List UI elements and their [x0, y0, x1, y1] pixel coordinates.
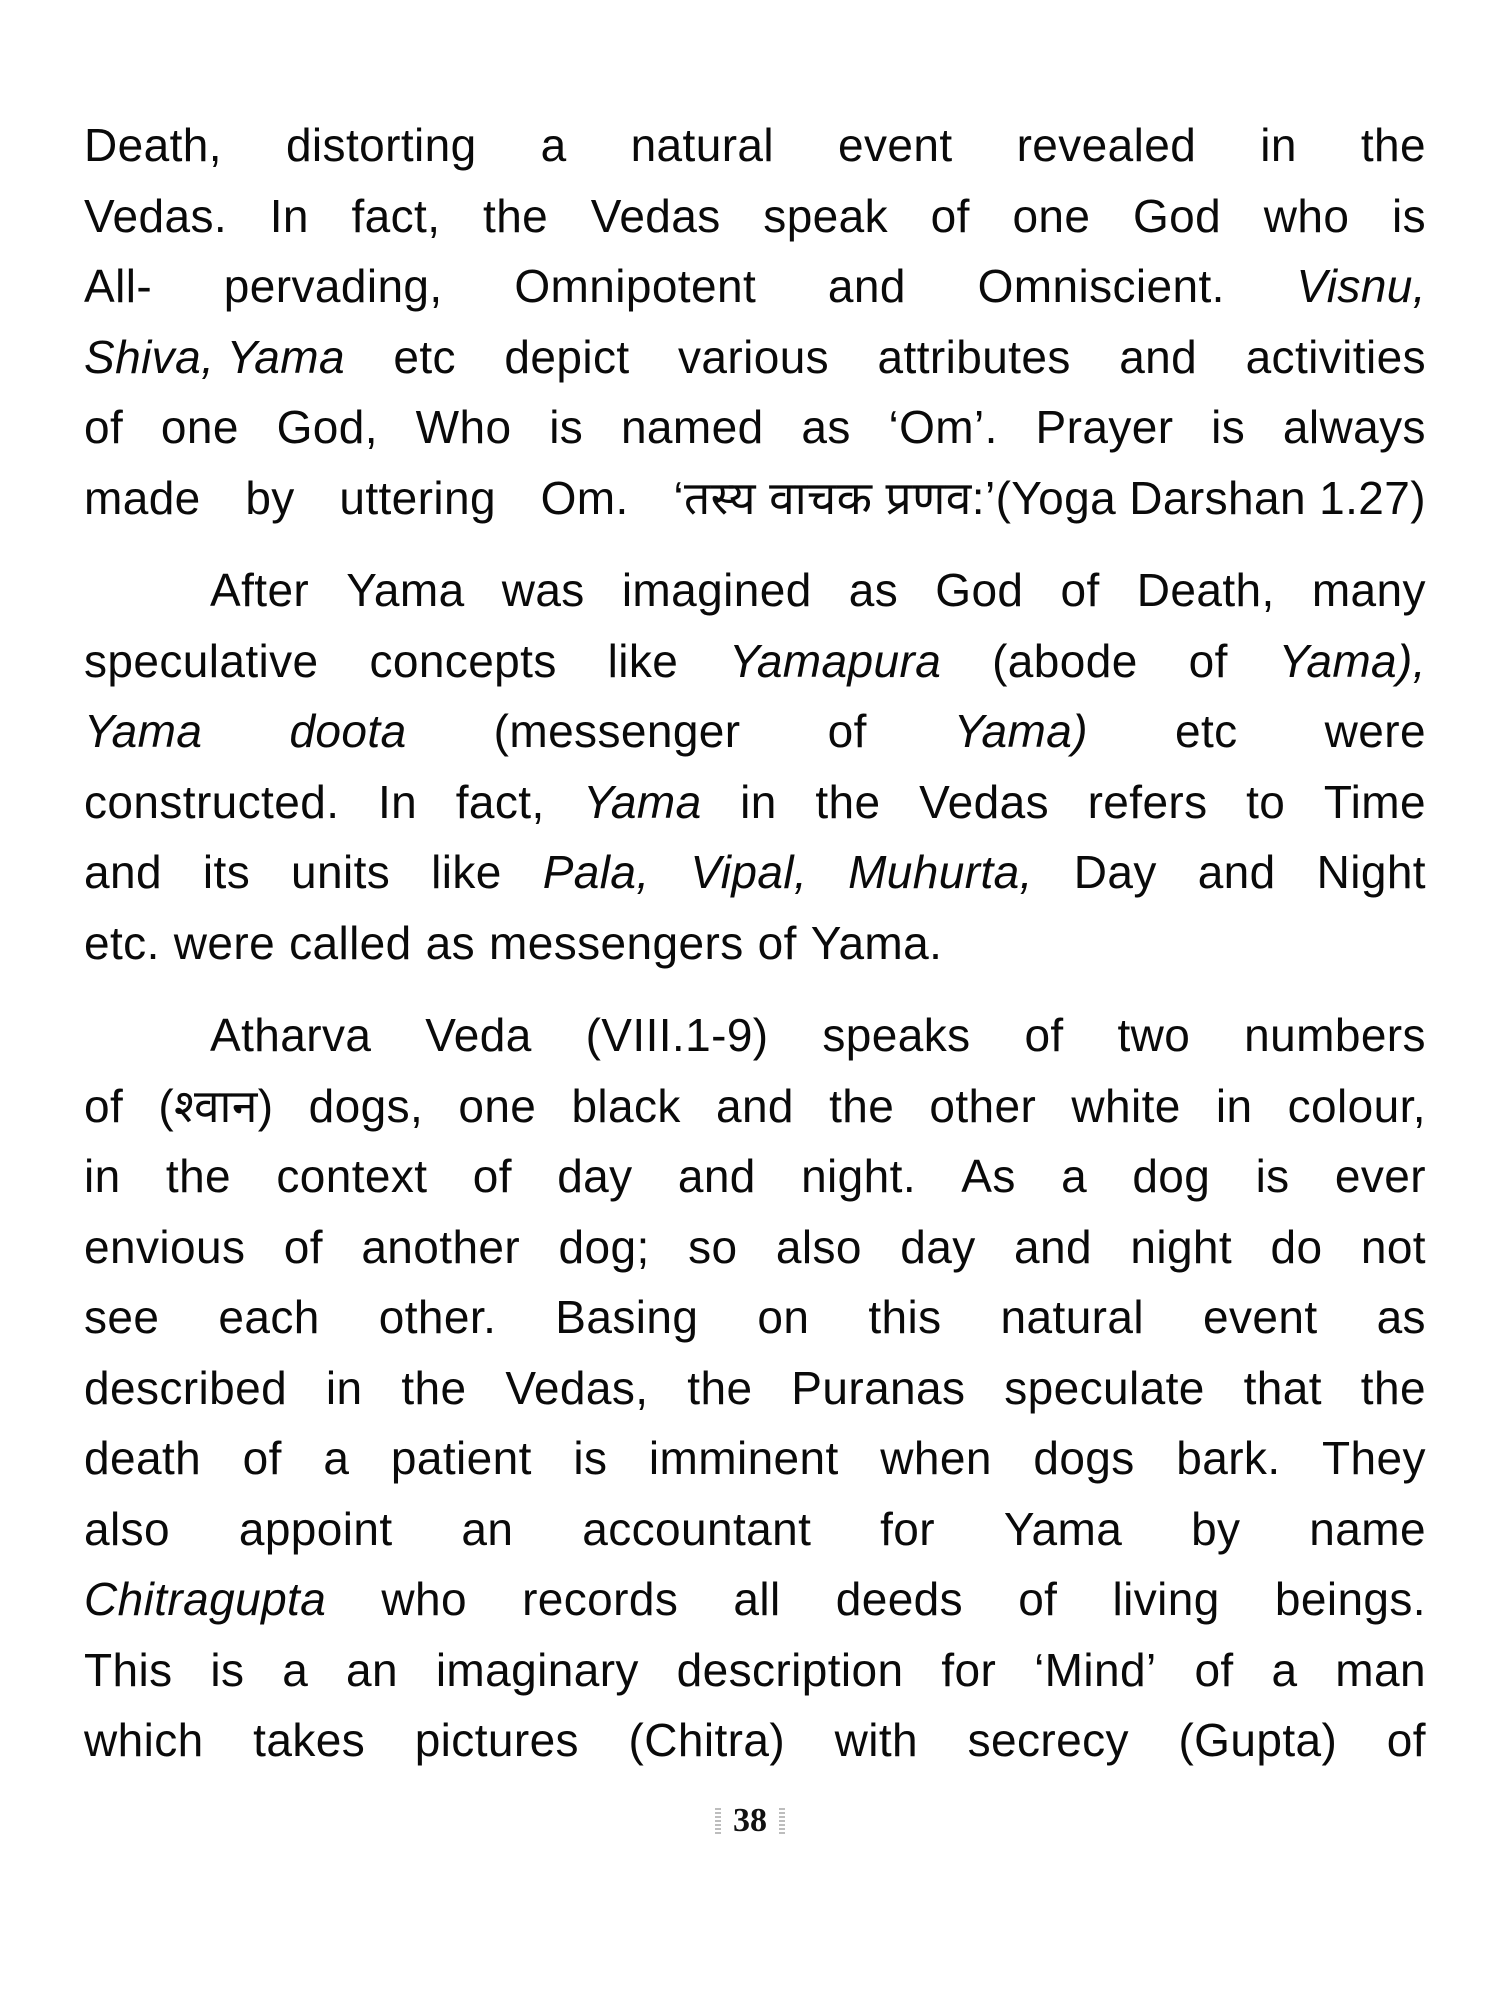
word: In	[377, 775, 418, 828]
word: various	[678, 330, 830, 383]
word: other	[929, 1079, 1037, 1132]
word: to	[1246, 775, 1286, 828]
word: made	[84, 471, 201, 524]
italic-word: Muhurta,	[848, 846, 1033, 898]
word: is	[573, 1432, 608, 1484]
word: other.	[378, 1291, 497, 1343]
text-line	[84, 1141, 1426, 1212]
word: and	[1119, 330, 1198, 383]
word: bark.	[1176, 1432, 1281, 1484]
paragraph	[84, 1000, 1426, 1776]
word: Day	[1073, 846, 1157, 898]
word: black	[571, 1079, 681, 1132]
word: Basing	[555, 1291, 699, 1343]
word: of	[84, 401, 124, 453]
word: natural	[1000, 1291, 1144, 1343]
word: another	[361, 1220, 521, 1273]
word: is	[1255, 1150, 1290, 1202]
text-line	[84, 1494, 1426, 1565]
text-line	[84, 1635, 1426, 1706]
word: numbers	[1244, 1009, 1426, 1061]
word: do	[1270, 1220, 1323, 1273]
word: an	[461, 1502, 514, 1555]
word: that	[1243, 1361, 1322, 1414]
word: and	[84, 846, 162, 898]
page-number-ornament-left	[715, 1808, 721, 1834]
text-line	[84, 1353, 1426, 1424]
italic-word: Yama	[583, 775, 702, 828]
word: day	[557, 1150, 633, 1202]
text-line	[84, 837, 1426, 908]
italic-word: Visnu,	[1296, 260, 1426, 312]
word: Om.	[540, 471, 629, 524]
word: of	[827, 705, 867, 757]
word: living	[1112, 1573, 1220, 1625]
word: of	[472, 1150, 512, 1202]
word: etc	[1175, 705, 1238, 757]
word: depict	[504, 330, 630, 383]
word: Atharva	[210, 1009, 372, 1061]
italic-word: Yama),	[1278, 634, 1426, 687]
word: Veda	[425, 1009, 532, 1061]
page-number-ornament-right	[779, 1808, 785, 1834]
text-line	[84, 1564, 1426, 1635]
word: a	[540, 119, 567, 171]
text-line	[84, 1212, 1426, 1283]
paragraph-gap	[84, 533, 1426, 555]
word: (abode	[992, 634, 1138, 687]
italic-word: Chitragupta	[84, 1573, 327, 1625]
word: also	[775, 1220, 862, 1273]
word: a	[1271, 1643, 1298, 1696]
word: takes	[253, 1714, 366, 1766]
text-line	[84, 110, 1426, 181]
word: secrecy	[967, 1714, 1129, 1766]
word: uttering	[339, 471, 496, 524]
word: were	[173, 916, 276, 969]
word: a	[1061, 1150, 1088, 1202]
word: context	[276, 1150, 428, 1202]
text-line	[84, 1000, 1426, 1071]
word: Vedas	[590, 189, 721, 242]
word: see	[84, 1291, 160, 1343]
word: is	[210, 1643, 245, 1696]
word: of	[1018, 1573, 1058, 1625]
word: of	[930, 189, 970, 242]
word: of	[1060, 564, 1100, 616]
word: white	[1071, 1079, 1181, 1132]
word: etc.	[84, 916, 160, 969]
text-line	[84, 181, 1426, 252]
italic-word: Shiva, Yama	[84, 330, 345, 383]
word: description	[676, 1643, 904, 1696]
italic-word: Vipal,	[690, 846, 808, 898]
word: appoint	[238, 1502, 393, 1555]
word: of	[757, 916, 797, 969]
word: always	[1282, 401, 1426, 453]
word: of	[283, 1220, 323, 1273]
word: (Gupta)	[1178, 1714, 1338, 1766]
word: in	[84, 1150, 121, 1202]
word: a	[323, 1432, 350, 1484]
text-line	[84, 463, 1426, 534]
word: This	[84, 1643, 173, 1696]
text-line	[84, 251, 1426, 322]
italic-word: Pala,	[542, 846, 650, 898]
word: God	[1133, 189, 1222, 242]
word: name	[1309, 1502, 1426, 1555]
word: activities	[1245, 330, 1426, 383]
word: Death,	[1136, 564, 1275, 616]
word: the	[1360, 119, 1426, 171]
word: and	[827, 260, 906, 312]
text-line	[84, 1423, 1426, 1494]
word: God,	[276, 401, 378, 453]
word: fact,	[455, 775, 545, 828]
word: for	[941, 1643, 997, 1696]
word: the	[815, 775, 881, 828]
paragraph-gap	[84, 978, 1426, 1000]
word: In	[269, 189, 309, 242]
word: two	[1117, 1009, 1191, 1061]
text-line	[84, 908, 1426, 979]
paragraph	[84, 110, 1426, 533]
word: Omnipotent	[514, 260, 757, 312]
page-number: 38	[733, 1802, 767, 1839]
word: Yama	[1003, 1502, 1123, 1555]
word: were	[1324, 705, 1426, 757]
italic-word: Yama)	[953, 705, 1088, 757]
word: is	[549, 401, 584, 453]
word: man	[1335, 1643, 1426, 1696]
word: colour,	[1287, 1079, 1426, 1132]
word: ‘Om’.	[888, 401, 998, 453]
word: (श्वान)	[158, 1079, 274, 1132]
word: and	[1014, 1220, 1092, 1273]
word: records	[522, 1573, 679, 1625]
word: night.	[801, 1150, 917, 1202]
page-number-footer	[0, 1802, 1500, 1843]
word: Omniscient.	[977, 260, 1225, 312]
word: this	[868, 1291, 942, 1343]
italic-word: Yama	[84, 705, 203, 757]
word: distorting	[285, 119, 477, 171]
word: was	[501, 564, 585, 616]
word: as	[801, 401, 851, 453]
word: is	[1391, 189, 1426, 242]
word: and	[715, 1079, 794, 1132]
word: in	[325, 1361, 363, 1414]
word: natural	[630, 119, 775, 171]
word: Who	[415, 401, 512, 453]
word: named	[620, 401, 764, 453]
word: death	[84, 1432, 202, 1484]
italic-word: doota	[289, 705, 407, 757]
word: concepts	[369, 634, 557, 687]
word: Vedas	[919, 775, 1049, 828]
word: not	[1360, 1220, 1426, 1273]
word: (VIII.1-9)	[585, 1009, 769, 1061]
word: attributes	[877, 330, 1071, 383]
word: deeds	[835, 1573, 964, 1625]
word: and	[1197, 846, 1276, 898]
word: messengers	[489, 916, 744, 969]
word: of	[1188, 634, 1228, 687]
word: Yama.	[810, 916, 943, 969]
word: imminent	[648, 1432, 839, 1484]
word: on	[757, 1291, 810, 1343]
word: the	[1360, 1361, 1426, 1414]
word: and	[677, 1150, 756, 1202]
word: the	[165, 1150, 232, 1202]
word: Puranas	[791, 1361, 966, 1414]
word: as	[1376, 1291, 1426, 1343]
word: one	[458, 1079, 537, 1132]
text-line	[84, 1282, 1426, 1353]
word: of	[84, 1079, 124, 1132]
word: one	[160, 401, 239, 453]
word: Death,	[84, 119, 222, 171]
word: refers	[1087, 775, 1208, 828]
word: speculate	[1004, 1361, 1205, 1414]
word: by	[245, 471, 295, 524]
text-line	[84, 626, 1426, 697]
word: an	[346, 1643, 398, 1696]
word: which	[84, 1714, 204, 1766]
word: All-	[84, 260, 153, 312]
word: Prayer	[1035, 401, 1174, 453]
word: in	[740, 775, 777, 828]
word: event	[838, 119, 953, 171]
word: a	[282, 1643, 309, 1696]
italic-word: Yamapura	[729, 634, 942, 687]
word: imagined	[621, 564, 812, 616]
word: like	[607, 634, 679, 687]
word: revealed	[1016, 119, 1197, 171]
word: constructed.	[84, 775, 340, 828]
word: as	[425, 916, 476, 969]
word: God	[935, 564, 1024, 616]
word: the	[829, 1079, 895, 1132]
word: speculative	[84, 634, 319, 687]
word: Time	[1323, 775, 1426, 828]
word: dog	[1132, 1150, 1211, 1202]
text-line	[84, 767, 1426, 838]
text-line	[84, 322, 1426, 393]
word: Yama	[346, 564, 465, 616]
text-line	[84, 696, 1426, 767]
word: who	[381, 1573, 467, 1625]
word: speaks	[822, 1009, 971, 1061]
word: patient	[390, 1432, 532, 1484]
word: for	[880, 1502, 936, 1555]
word: dogs,	[308, 1079, 424, 1132]
text-line	[84, 1071, 1426, 1142]
word: speak	[763, 189, 889, 242]
word: event	[1203, 1291, 1318, 1343]
word: who	[1263, 189, 1350, 242]
word: beings.	[1274, 1573, 1426, 1625]
word: so	[688, 1220, 738, 1273]
word: with	[834, 1714, 919, 1766]
text-line	[84, 1705, 1426, 1776]
paragraph	[84, 555, 1426, 978]
word: when	[880, 1432, 992, 1484]
word: ‘तस्य वाचक प्रणव:’(Yoga Darshan 1.27)	[673, 471, 1426, 524]
word: also	[84, 1502, 170, 1555]
word: They	[1322, 1432, 1426, 1484]
word: the	[687, 1361, 753, 1414]
word: as	[848, 564, 899, 616]
word: of	[1024, 1009, 1064, 1061]
word: etc	[393, 330, 456, 383]
word: accountant	[582, 1502, 812, 1555]
word: the	[483, 189, 549, 242]
word: all	[733, 1573, 781, 1625]
word: one	[1012, 189, 1091, 242]
word: fact,	[351, 189, 441, 242]
word: is	[1211, 401, 1246, 453]
word: (Chitra)	[628, 1714, 786, 1766]
word: dogs	[1033, 1432, 1135, 1484]
word: Vedas.	[84, 189, 228, 242]
word: pervading,	[223, 260, 443, 312]
word: dog;	[558, 1220, 650, 1273]
word: of	[1194, 1643, 1234, 1696]
word: in	[1215, 1079, 1253, 1132]
word: Vedas,	[505, 1361, 649, 1414]
word: of	[1386, 1714, 1426, 1766]
word: in	[1260, 119, 1297, 171]
word: day	[900, 1220, 976, 1273]
text-line	[84, 392, 1426, 463]
word: imaginary	[435, 1643, 639, 1696]
word: its	[202, 846, 251, 898]
word: night	[1130, 1220, 1233, 1273]
text-line	[84, 555, 1426, 626]
word: called	[289, 916, 412, 969]
word: After	[210, 564, 310, 616]
word: Night	[1316, 846, 1426, 898]
word: like	[431, 846, 502, 898]
page-body	[84, 110, 1426, 1776]
word: As	[961, 1150, 1016, 1202]
word: of	[242, 1432, 282, 1484]
word: envious	[84, 1220, 246, 1273]
word: many	[1311, 564, 1426, 616]
word: ‘Mind’	[1034, 1643, 1157, 1696]
word: units	[291, 846, 391, 898]
word: the	[401, 1361, 467, 1414]
word: described	[84, 1361, 288, 1414]
word: ever	[1334, 1150, 1426, 1202]
word: each	[218, 1291, 320, 1343]
word: (messenger	[493, 705, 741, 757]
word: pictures	[414, 1714, 579, 1766]
word: by	[1191, 1502, 1241, 1555]
